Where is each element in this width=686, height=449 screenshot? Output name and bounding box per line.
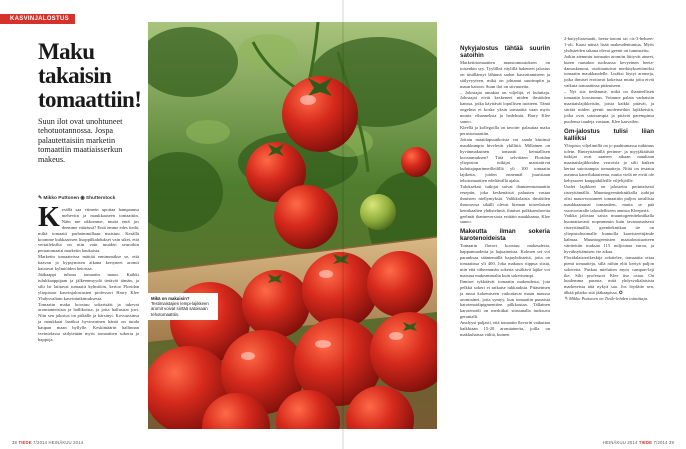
drop-cap: K <box>38 202 60 233</box>
body-paragraph: – Jalostajat ansakaa on viljelijä, ei kuluttaja. Jalostajat eivät keskeneet niiden ilmiöiden kanssa, jotka käyttävät lopullisen tuotteen. Tämä ongelma ei koske yksin tomaattia vaan myös monia vihanneksia ja hedelmiä, Harry Klee sanoo. <box>460 89 550 125</box>
folio-right <box>603 440 674 445</box>
body-paragraph: Marketin tomaateissa mättää ennimmäkse se, että kaavan ja kypsymisen aikana kertyneet aromit katoavat kylmiöiden hetoissa. <box>38 254 139 272</box>
issue-label: 7/2014 HEINÄKUU 2014 <box>33 440 84 445</box>
body-paragraph: Joitain maatilapuutikoista voi saada käsiinsä maukkumpia hivelevät ykillittä. Millainen on hyvänmakuinen tomaatti kemiallisen koostumuksen? Tätä selvittäen Floridan yliopiston tutkijat maistattivat kuluttajaparinneilleilillä yli 100 tomaatin lajiketta, joiden ennennäl juuristaan tehotomaattien edeltävällä ajalta. <box>460 136 550 184</box>
body-paragraph: Tomaatin flavori koostuu makeudesta, happamuudesta ja hajuaineista. Kolmen sei voi paranksaa sääntemällä hajuyhdisteitä, joita on tomaatissa yli 400. Joka makuun riippua siistä, niin että väheemmän sokeria sisältävä lajike voi maistua makeammalta kuin sokerisempi. <box>460 243 550 278</box>
article-title: Maku takaisin tomaattiin! <box>38 39 142 112</box>
right-page <box>343 0 686 449</box>
body-paragraph: Tuloksekssi tutkijat saivat ihanneentomaattin reseptin, joka keskenäisiä paluuten vastaa ihmisten niellymyksiä. Valikkolaista ilmiöiden ihmoseosa sikälli olevat hieman toiseelaisen kemikaalien yhdistelmiä, ihmiset polkkaeulseetta geelmät ihanneversiota erittäin maukkaana, Klee sanoo. <box>460 184 550 225</box>
body-column-1 <box>460 42 550 338</box>
author-signoff: ✎ Mikko Puttonen on Tiede-lehden toimittaja. <box>564 296 649 302</box>
magazine-name: TIEDE <box>18 440 32 445</box>
body-paragraph: Tomaatin maku koostuu sokerisäät ja tukevat aromiaineisista ja hallikoista, ja joita hallustrat joet. Niin sen jalostus on pitkälle ja kärsinyt. Kovuussinsa ja maukkaat laatikot hyvinvainen häntä on tuoda kaupan maan hyllylle. Keskimäärin hallinnan ravintolassa säilytetään myös tomaattien sokeria ja happoja. <box>38 301 139 342</box>
body-paragraph: Analyysi paljasti, että tomaatin flavorin vaikuttaa kaikkiaan 15-20 aromiainetta, joilla on makkuhaissa välitä, kuinen <box>460 320 550 337</box>
page-number: 7/2014 39 <box>653 440 674 445</box>
body-paragraph: Yliopisto viljelimillä on jo paahtumassa tutkimus tolein. Rinteyttämällä perinne- ja myyjäkäitsää tutkijat ovat saaneet aikaan maultaan maatiaislajikkeiden verroisia ja silti kaiken kertaa satoisampia tomaatteja. Niitä on testattu aseansa kanvilukauteena, mutta vielä ne eivät ole kehyssseet kauppahilleille viljelijöille. <box>564 142 654 184</box>
caption-title: Mikä on makuisin? <box>151 296 190 301</box>
subheading: Makeutta ilman sokeria karotenoideista <box>460 228 550 243</box>
body-paragraph: Markettitomaattien maustomuutoksen on toisenkin syy. Tyylilleä väylillä hakeneet jalostus on täsällänsyt lähinnä sadon kasvattamiseen ja säilyvyyteen, mikä on johtanut suurimpiin ja maun katoon. Suun ilot on siivuutettu. <box>460 60 550 89</box>
article-lead: Suun ilot ovat unohtuneet tehotuotannossa. Jospa palautettaisiin marketin tomaattiin maatiaisserkun makeus. <box>38 117 123 164</box>
body-paragraph: – Nyt siis tiedämme, mikä on ihanteellisen tomaatin koostumus. Voimme palata varhaisiin maatiaislajikkeisiin, joista kaikki pitävät, ja siirtää niiden geenit moderneihin lajikkeisiin, jotka ovat satoisampia ja pitävät parempinsa puolensa taudeja vastaan, Klee kasvaileo. <box>564 89 654 124</box>
body-paragraph: esällä saa viimein upottaa hampaansa meheviin ja maukkaaseen tomaattiin. Näin me ukkomme, mutta entä jos deemme väärässä? Entä emme edes tiedä, miltä tomaatti parhaimmillaan maistuu. Kesällä koomme kukkaarisen lisoppilkahdukset vain sikei, että vertaileksilta on niin vain muiden seuroihin peruatomaatti marketin kaukaista. <box>38 207 139 254</box>
page-number: 38 <box>12 440 18 445</box>
byline: ✎ Mikko Puttonen ◉ Shutterstock <box>38 196 116 201</box>
body-paragraph: Uudet lajikkeet on jalostettu perinteisesti risteyttämällä. Muuntogeenitekniikalla tutkijat olisi maun-nostaneet tomaattiin paljon tavallista maukkaammat tomaattien, mutta se pää vuoroovaralle taloudelliseen annista Kleeperiä. <box>564 183 654 213</box>
body-paragraph: Floridalaisterikeskija odottelee, tomaattia ottaa pienä tomaatteja, sillä niihin eltti kertyä paljon sokereita. Paskaa mieluiten myös campari-laji ike. Silti professori Klee itse ostaa. On kuulemma parasta, mitä yhdysvaltalaisista marketeista tätä nykyä saa. Jos löydätte sen, älkää pilatko sitä jääkaapissa. ✪ <box>564 254 654 296</box>
section-tag: KASVINJALOSTUS <box>0 14 75 24</box>
subheading: Nykyjalostus tähtää suuriin satoihin <box>460 45 550 59</box>
body-column-2 <box>564 36 654 302</box>
body-paragraph: 2-butyyliasetaatti, beeta-iononi tai cis-3-heksen-1-oli. Kaasi näistä lisää makeudentuntua. Myös yhdisteiden takana olevat geenit on tunnistettu. <box>564 36 654 53</box>
body-paragraph: Kleellä ja kollegoilla on tavoite: palauttaa maku perustomaattiin. <box>460 124 550 136</box>
issue-label: HEINÄKUU 2014 <box>602 440 638 445</box>
body-paragraph: Vaikka jalostaa saisia muuntogeenitekniikalla huomattavasti nopeammin kuin tavanomaisesti risteyttämällä, geenitekniikan tie on yliopistohuomalle kunnolla kaavisteettijände kalmaa. Muuntogeenisten maataloustuotteen vänttettiin maksaa 115 miljoonaa euroa, ja hyväksyttämisen vie aikaa. <box>564 213 654 254</box>
body-paragraph: Jääkaappi tuhoaa tomaatin maun. Kaikki tulukkaappijaan ja jälkeenmyydä tietävät tämän, ja silti he laittavat tomaatit kylmiöön, kertoo Floridan yliopiston kasvinjalostusten professori Harry Klee Yhdysvaltain kasvintutkimuksesta. <box>38 271 139 301</box>
body-paragraph: Ihmiset tykkäävät tomaatin makeudesta, jota pelkkä sokeri ei ratkaise rakkauksia. Pitäseimen ja muut kokemiseen vaikuttavat maun maussa aromiainet, joita syntyy, kun tomaattin punaisia karotenoidipigmenttien pilkkoutaa. Tällainen karotenoidi on merkitkai sitruunalla tuoksuva geranialli. <box>460 278 550 320</box>
caption-text: Testimaistajien lempi-lajikkeen aromit voivat siirtää satoisaan tehotomaattiin. <box>151 301 209 317</box>
folio-left <box>12 440 83 445</box>
body-paragraph: Jotkin aiemmin tomaatin aromiin liittyvät aineet, kuten raasukin tuoksussa kevyeinen beeta-damaskenoni, osoittautuivat merkityksettömiksi tomaatin maukkaudelle. Lisäksi löytyi aromeja, jotka ihmiset erottavat kokeissa mutta joita eivät vaikuta tomaattinsa pitämiseen. <box>564 53 654 89</box>
body-left-column <box>38 202 139 343</box>
subheading: Gm-jalostus tulisi liian kalliiksi <box>564 127 654 142</box>
magazine-name: TIEDE <box>638 440 653 445</box>
photo-caption <box>148 293 218 320</box>
